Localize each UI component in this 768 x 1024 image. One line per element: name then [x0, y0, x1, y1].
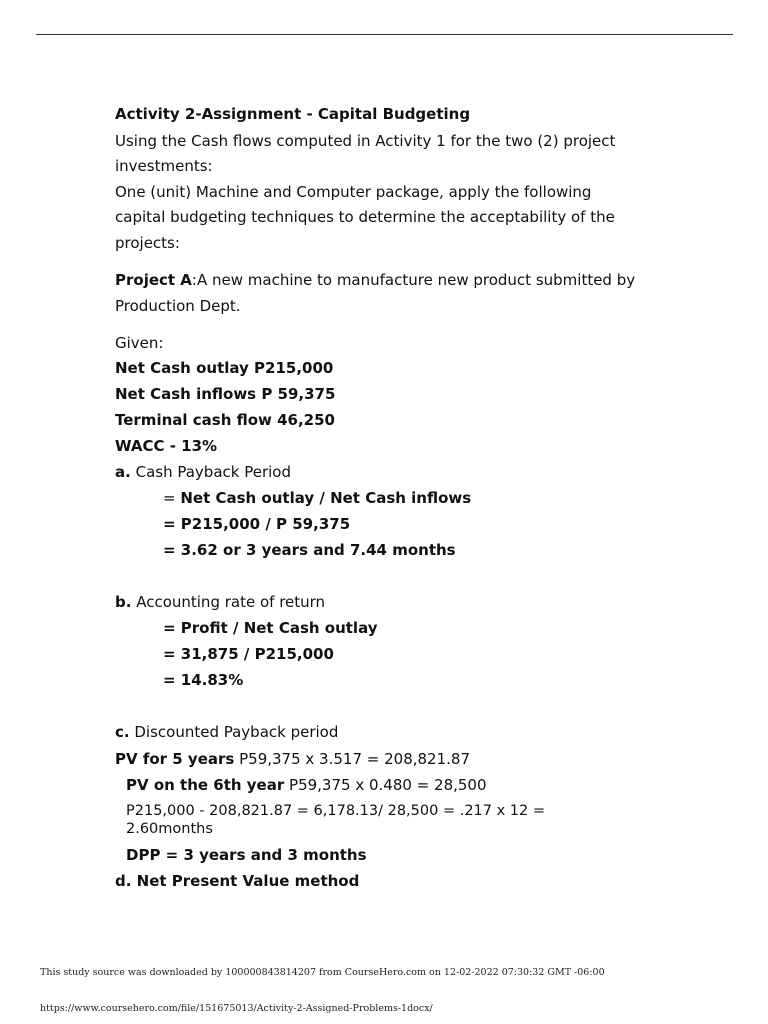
formula-prefix: =: [163, 489, 181, 507]
section-a-formula: [163, 489, 471, 507]
section-d-title: Net Present Value method: [131, 872, 360, 890]
section-a-prefix: a.: [115, 463, 131, 481]
section-d-prefix: d.: [115, 872, 132, 890]
pv-sixth-year-value: P59,375 x 0.480 = 28,500: [284, 776, 487, 794]
given-item: Net Cash inflows P 59,375: [115, 385, 336, 403]
project-a-label: Project A: [115, 271, 192, 289]
pv-five-years-value: P59,375 x 3.517 = 208,821.87: [234, 750, 470, 768]
given-item: Net Cash outlay P215,000: [115, 359, 334, 377]
intro-line: projects:: [115, 234, 180, 252]
intro-line: investments:: [115, 157, 213, 175]
project-a-description: A new machine to manufacture new product submitted by: [196, 271, 636, 289]
pv-five-years-line: [115, 750, 470, 768]
section-a-heading: [115, 463, 291, 481]
section-a-title: Cash Payback Period: [130, 463, 291, 481]
formula-text: Net Cash outlay / Net Cash inflows: [180, 489, 472, 507]
section-b-prefix: b.: [115, 593, 132, 611]
section-b-result: = 14.83%: [163, 671, 244, 689]
section-a-substitution: = P215,000 / P 59,375: [163, 515, 351, 533]
header-rule: [36, 34, 733, 35]
section-c-prefix: c.: [115, 723, 130, 741]
source-url[interactable]: https://www.coursehero.com/file/151675013/Activity-2-Assigned-Problems-1docx/: [40, 1003, 433, 1014]
intro-line: One (unit) Machine and Computer package, apply the following: [115, 183, 592, 201]
section-b-heading: [115, 593, 325, 611]
given-item: Terminal cash flow 46,250: [115, 411, 335, 429]
intro-line: Using the Cash flows computed in Activity 1 for the two (2) project: [115, 132, 616, 150]
dpp-calculation: P215,000 - 208,821.87 = 6,178.13/ 28,500 = .217 x 12 =: [126, 803, 546, 819]
section-c-heading: [115, 723, 338, 741]
section-c-title: Discounted Payback period: [129, 723, 339, 741]
given-item: WACC - 13%: [115, 437, 218, 455]
download-notice: This study source was downloaded by 100000843814207 from CourseHero.com on 12-02-2022 07:30:32 GMT -06:00: [40, 967, 605, 978]
project-a-separator: :: [191, 271, 197, 289]
pv-sixth-year-line: [126, 776, 487, 794]
section-d-heading: [115, 872, 359, 890]
pv-five-years-label: PV for 5 years: [115, 750, 235, 768]
dpp-calculation-cont: 2.60months: [126, 821, 213, 837]
project-a-description-cont: Production Dept.: [115, 297, 241, 315]
section-b-formula: = Profit / Net Cash outlay: [163, 619, 378, 637]
pv-sixth-year-label: PV on the 6th year: [126, 776, 285, 794]
section-b-substitution: = 31,875 / P215,000: [163, 645, 334, 663]
intro-line: capital budgeting techniques to determine the acceptability of the: [115, 208, 615, 226]
project-a-line: [115, 271, 635, 289]
given-label: Given:: [115, 334, 164, 352]
dpp-result: DPP = 3 years and 3 months: [126, 846, 367, 864]
document-title: Activity 2-Assignment - Capital Budgeting: [115, 105, 471, 123]
section-b-title: Accounting rate of return: [131, 593, 326, 611]
section-a-result: = 3.62 or 3 years and 7.44 months: [163, 541, 456, 559]
